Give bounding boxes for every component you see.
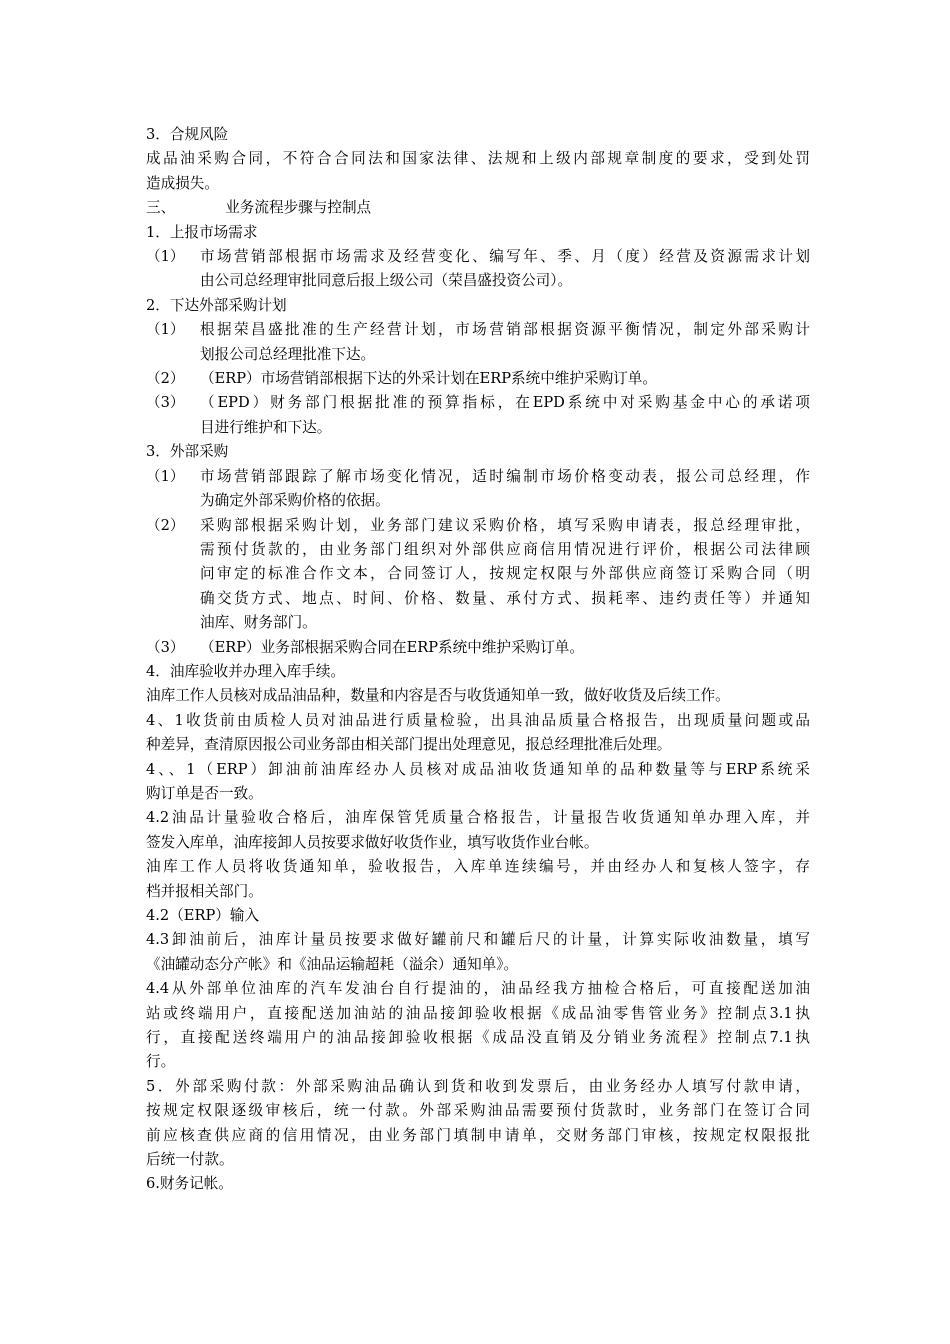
heading-compliance-risk: 3．合规风险 (146, 126, 229, 143)
text-line: 站或终端用户，直接配送加油站的油品接卸验收根据《成品油零售管业务》控制点3.1执 (146, 1004, 810, 1022)
paragraph (146, 806, 810, 855)
text-line: 《油罐动态分产帐》和《油品运输超耗（溢余）通知单》。 (146, 955, 519, 973)
text-line: 造成损失。 (146, 174, 219, 192)
text-line: 根据荣昌盛批准的生产经营计划，市场营销部根据资源平衡情况，制定外部采购计 (200, 321, 810, 339)
list-item (146, 514, 810, 636)
text-line: 划报公司总经理批准下达。 (200, 345, 376, 363)
text-line: 4.3卸油前后，油库计量员按要求做好罐前尺和罐后尺的计量，计算实际收油数量，填写 (146, 931, 810, 949)
section-number: 三、 (146, 199, 176, 217)
heading-depot-acceptance: 4．油库验收并办理入库手续。 (146, 662, 346, 680)
text-line: 市场营销部跟踪了解市场变化情况，适时编制市场价格变动表，报公司总经理，作 (200, 467, 810, 485)
text-line: 签发入库单，油库接卸人员按要求做好收货作业，填写收货作业台帐。 (146, 833, 599, 851)
text-line: 成品油采购合同，不符合合同法和国家法律、法规和上级内部规章制度的要求，受到处罚 (146, 150, 810, 168)
paragraph-compliance-risk (146, 147, 810, 196)
item-number: （3） (146, 638, 185, 656)
item-number: （1） (146, 321, 185, 339)
text-line: 需预付货款的，由业务部门组织对外部供应商信用情况进行评价，根据公司法律顾 (200, 540, 810, 558)
item-number: （1） (146, 248, 185, 266)
text-line: 4.2（ERP）输入 (146, 907, 260, 924)
paragraph (146, 928, 810, 977)
heading-financial-bookkeeping: 6.财务记帐。 (146, 1175, 233, 1193)
text-line: 购订单是否一致。 (146, 784, 263, 802)
paragraph (146, 684, 810, 708)
text-line: 种差异，查清原因报公司业务部由相关部门提出处理意见，报总经理批准后处理。 (146, 736, 672, 754)
list-item (146, 465, 810, 514)
list-item (146, 245, 810, 294)
heading-report-market-demand: 1．上报市场需求 (146, 223, 258, 241)
list-item (146, 318, 810, 367)
heading-external-purchase: 3．外部采购 (146, 443, 229, 461)
text-line: 确交货方式、地点、时间、价格、数量、承付方式、损耗率、违约责任等）并通知 (200, 589, 810, 607)
text-line: 油库工作人员将收货通知单，验收报告，入库单连续编号，并由经办人和复核人签字，存 (146, 858, 810, 876)
text-line: 4、1收货前由质检人员对油品进行质量检验，出具油品质量合格报告，出现质量问题或品 (146, 711, 810, 729)
item-number: （2） (146, 370, 185, 388)
text-line: 4.2油品计量验收合格后，油库保管凭质量合格报告，计量报告收货通知单办理入库，并 (146, 809, 810, 827)
text-line: 问审定的标准合作文本，合同签订人，按规定权限与外部供应商签订采购合同（明 (200, 565, 810, 583)
item-number: （3） (146, 394, 185, 412)
text-line: 市场营销部根据市场需求及经营变化、编写年、季、月（度）经营及资源需求计划 (200, 248, 810, 266)
text-line: 按规定权限逐级审核后，统一付款。外部采购油品需要预付货款时，业务部门在签订合同 (146, 1102, 810, 1120)
list-item (146, 391, 810, 440)
text-line: 行。 (146, 1053, 176, 1071)
text-line: 行，直接配送终端用户的油品接卸验收根据《成品没直销及分销业务流程》控制点7.1执 (146, 1029, 810, 1047)
paragraph (146, 904, 810, 928)
text-line: （ERP）市场营销部根据下达的外采计划在ERP系统中维护采购订单。 (200, 370, 657, 388)
section-heading-process-steps (146, 196, 810, 220)
text-line: 油库、财务部门。 (200, 614, 317, 632)
paragraph-external-payment (146, 1075, 810, 1173)
paragraph (146, 709, 810, 758)
text-line: 油库工作人员核对成品油品种，数量和内容是否与收货通知单一致，做好收货及后续工作。 (146, 687, 730, 705)
list-item (146, 636, 810, 660)
text-line: 档并报相关部门。 (146, 882, 263, 900)
text-line: （ERP）业务部根据采购合同在ERP系统中维护采购订单。 (200, 638, 584, 656)
item-number: （2） (146, 516, 185, 534)
item-number: （1） (146, 467, 185, 485)
text-line: 5．外部采购付款：外部采购油品确认到货和收到发票后，由业务经办人填写付款申请， (146, 1077, 810, 1095)
section-title: 业务流程步骤与控制点 (225, 199, 372, 217)
text-line: 为确定外部采购价格的依据。 (200, 492, 390, 510)
text-line: 采购部根据采购计划，业务部门建议采购价格，填写采购申请表，报总经理审批， (200, 516, 810, 534)
text-line: 后统一付款。 (146, 1151, 234, 1169)
paragraph (146, 855, 810, 904)
paragraph (146, 758, 810, 807)
text-line: 目进行维护和下达。 (200, 418, 332, 436)
text-line: 由公司总经理审批同意后报上级公司（荣昌盛投资公司）。 (200, 272, 573, 290)
text-line: 4.4从外部单位油库的汽车发油台自行提油的，油品经我方抽检合格后，可直接配送加油 (146, 980, 810, 998)
text-line: （EPD）财务部门根据批准的预算指标，在EPD系统中对采购基金中心的承诺项 (200, 394, 810, 412)
text-line: 4、、1（ERP）卸油前油库经办人员核对成品油收货通知单的品种数量等与ERP系统采 (146, 760, 810, 778)
document-page (146, 123, 810, 1197)
paragraph (146, 977, 810, 1075)
list-item (146, 367, 810, 391)
text-line: 前应核查供应商的信用情况，由业务部门填制申请单，交财务部门审核，按规定权限报批 (146, 1126, 810, 1144)
heading-issue-purchase-plan: 2．下达外部采购计划 (146, 296, 287, 314)
